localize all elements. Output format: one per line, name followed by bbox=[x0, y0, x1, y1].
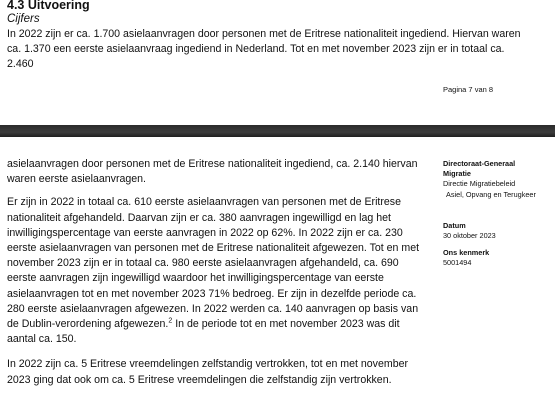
org-name: Directoraat-Generaal bbox=[443, 159, 516, 168]
paragraph-text: In de periode tot en met november 2023 was dit aantal ca. 150. bbox=[7, 318, 400, 346]
subheading-cijfers: Cijfers bbox=[7, 13, 40, 25]
document-page-bottom bbox=[0, 137, 555, 401]
body-paragraph: In 2022 zijn ca. 5 Eritrese vreemdelingen zelfstandig vertrokken, tot en met november 2023 ging dat ook om ca. 5 Eritrese vreemdelingen die zelfstandig zijn vertrokken. bbox=[7, 358, 409, 386]
reference-label: Ons kenmerk bbox=[443, 248, 490, 258]
reference-value: 5001494 bbox=[443, 258, 472, 268]
section-title: 4.3 Uitvoering bbox=[7, 0, 90, 12]
org-name-line2: Migratie bbox=[443, 169, 471, 179]
body-paragraph bbox=[7, 195, 425, 347]
date-label: Datum bbox=[443, 220, 466, 230]
department-sub: Asiel, Opvang en Terugkeer bbox=[446, 189, 536, 199]
page-break-divider bbox=[0, 125, 555, 137]
body-paragraph: In 2022 zijn er ca. 1.700 asielaanvragen door personen met de Eritrese nationaliteit ingediend. Hiervan waren ca. 1.370 een eerste asielaanvraag ingediend in Nederland. Tot en met november 2023 zijn er in totaal ca. 2.460 bbox=[7, 28, 521, 71]
body-text-column bbox=[7, 157, 425, 388]
paragraph-text: Er zijn in 2022 in totaal ca. 610 eerste asielaanvragen van personen met de Eritrese nationaliteit afgehandeld. Daarvan zijn er ca. 380 aanvragen ingewilligd en lag het inwilligingspercentage van eerste aanvragen in 2022 op 62%. In 2022 zijn er ca. 230 eerste asielaanvragen van personen met de Eritrese nationaliteit afgewezen. Tot en met november 2023 zijn er in totaal ca. 980 eerste asielaanvragen afgehandeld, ca. 690 eerste aanvragen zijn ingewilligd waardoor het inwilligingspercentage van eerste asielaanvragen tot en met november 2023 71% bedroeg. Er zijn in dezelfde periode ca. 280 eerste asielaanvragen afgewezen. In 2022 werden ca. 140 aanvragen op basis van de Dublin-verordening afgewezen. bbox=[7, 196, 420, 331]
department: Directie Migratiebeleid bbox=[443, 179, 516, 189]
footnote-marker[interactable]: 2 bbox=[168, 317, 173, 325]
body-paragraph: asielaanvragen door personen met de Eritrese nationaliteit ingediend, ca. 2.140 hiervan waren eerste asielaanvragen. bbox=[7, 158, 418, 186]
date-value: 30 oktober 2023 bbox=[443, 231, 496, 241]
document-page-top bbox=[0, 0, 555, 125]
document-sidebar bbox=[443, 159, 553, 269]
page-number: Pagina 7 van 8 bbox=[443, 85, 494, 94]
